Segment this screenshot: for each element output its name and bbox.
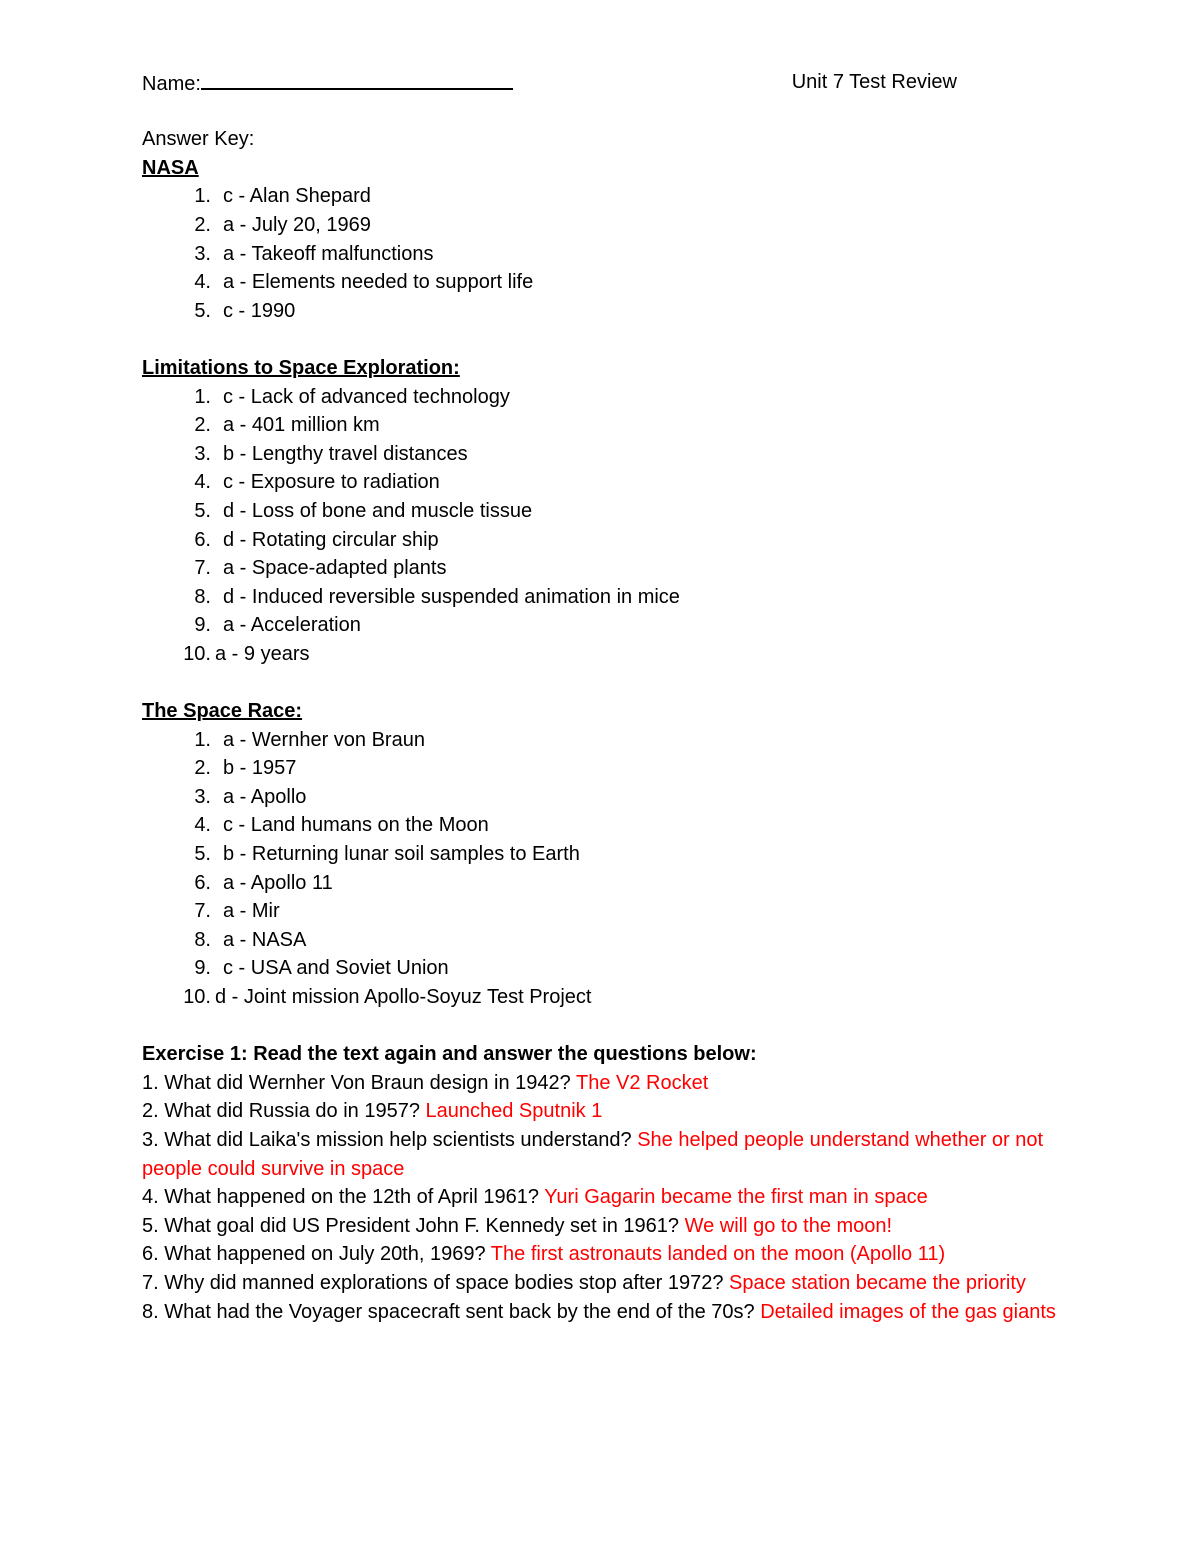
list-item: [142, 640, 1062, 669]
list-item: [142, 783, 1062, 812]
exercise-heading: Exercise 1: Read the text again and answer the questions below:: [142, 1043, 757, 1066]
answer-text: Space station became the priority: [729, 1271, 1026, 1294]
exercise-question: [142, 1269, 1062, 1298]
list-item: [142, 754, 1062, 783]
item-answer: b - Returning lunar soil samples to Earth: [223, 843, 580, 866]
item-number: 4.: [194, 271, 211, 294]
list-item: [142, 554, 1062, 583]
answer-key-label: Answer Key:: [142, 128, 255, 151]
item-number: 10.: [183, 642, 211, 665]
document-page: [142, 68, 1062, 1326]
item-answer: a - Elements needed to support life: [223, 271, 534, 294]
item-answer: a - 401 million km: [223, 414, 380, 437]
item-answer: c - 1990: [223, 299, 296, 322]
item-number: 6.: [194, 528, 211, 551]
answer-text: Yuri Gagarin became the first man in space: [544, 1186, 928, 1209]
answer-text: We will go to the moon!: [684, 1214, 893, 1237]
item-answer: b - 1957: [223, 757, 297, 780]
name-label: Name:: [142, 73, 201, 95]
spacer: [142, 668, 1062, 697]
item-answer: d - Loss of bone and muscle tissue: [223, 499, 533, 522]
list-item: [142, 268, 1062, 297]
item-number: 3.: [194, 242, 211, 265]
item-number: 9.: [194, 957, 211, 980]
limitations-heading: Limitations to Space Exploration:: [142, 356, 460, 379]
item-answer: a - Acceleration: [223, 614, 361, 637]
list-item: [142, 583, 1062, 612]
item-answer: c - Lack of advanced technology: [223, 385, 510, 408]
item-answer: a - 9 years: [215, 642, 310, 665]
answer-text: Launched Sputnik 1: [425, 1100, 603, 1123]
question-text: 7. Why did manned explorations of space bodies stop after 1972?: [142, 1271, 724, 1294]
item-number: 8.: [194, 585, 211, 608]
list-item: [142, 897, 1062, 926]
item-number: 5.: [194, 299, 211, 322]
item-number: 4.: [194, 814, 211, 837]
space-race-answer-list: [142, 726, 1062, 1012]
list-item: [142, 497, 1062, 526]
exercise-question: [142, 1240, 1062, 1269]
nasa-heading: NASA: [142, 156, 199, 179]
list-item: [142, 411, 1062, 440]
item-number: 10.: [183, 986, 211, 1008]
question-text: 4. What happened on the 12th of April 1961?: [142, 1186, 539, 1209]
question-text: 3. What did Laika's mission help scientists understand?: [142, 1128, 632, 1151]
item-number: 2.: [194, 414, 211, 437]
exercise-question: [142, 1212, 1062, 1241]
item-answer: d - Joint mission Apollo-Soyuz Test Project: [215, 986, 592, 1008]
list-item: [142, 383, 1062, 412]
item-answer: a - Mir: [223, 900, 280, 923]
item-number: 1.: [194, 185, 211, 208]
item-answer: a - July 20, 1969: [223, 213, 371, 236]
list-item: [142, 983, 1062, 1012]
list-item: [142, 811, 1062, 840]
list-item: [142, 926, 1062, 955]
list-item: [142, 869, 1062, 898]
answer-text: The first astronauts landed on the moon (Apollo 11): [490, 1243, 946, 1266]
list-item: [142, 211, 1062, 240]
item-answer: b - Lengthy travel distances: [223, 442, 468, 465]
document-title: Unit 7 Test Review: [791, 71, 957, 93]
spacer: [142, 1012, 1062, 1041]
exercise-question: [142, 1298, 1062, 1327]
item-number: 3.: [194, 785, 211, 808]
item-answer: a - Wernher von Braun: [223, 728, 425, 751]
answer-text: She helped people understand whether or not people could survive in space: [142, 1128, 1044, 1180]
list-item: [142, 240, 1062, 269]
answer-text: The V2 Rocket: [576, 1071, 709, 1094]
item-answer: c - Exposure to radiation: [223, 471, 440, 494]
nasa-answer-list: [142, 182, 1062, 325]
answer-text: Detailed images of the gas giants: [760, 1300, 1056, 1323]
item-number: 9.: [194, 614, 211, 637]
exercise-question: [142, 1183, 1062, 1212]
list-item: [142, 440, 1062, 469]
item-answer: c - Alan Shepard: [223, 185, 371, 208]
list-item: [142, 726, 1062, 755]
list-item: [142, 526, 1062, 555]
exercise-question: [142, 1069, 1062, 1098]
item-number: 5.: [194, 843, 211, 866]
item-answer: a - Takeoff malfunctions: [223, 242, 434, 265]
item-number: 6.: [194, 871, 211, 894]
item-answer: a - Apollo 11: [223, 871, 333, 894]
list-item: [142, 954, 1062, 983]
spacer: [142, 325, 1062, 354]
item-answer: d - Induced reversible suspended animation in mice: [223, 585, 680, 608]
list-item: [142, 182, 1062, 211]
item-answer: a - Space-adapted plants: [223, 557, 447, 580]
header-row: [142, 68, 957, 97]
spacer: [142, 97, 1062, 126]
question-text: 5. What goal did US President John F. Kennedy set in 1961?: [142, 1214, 680, 1237]
list-item: [142, 297, 1062, 326]
limitations-answer-list: [142, 383, 1062, 669]
item-number: 7.: [194, 557, 211, 580]
space-race-heading: The Space Race:: [142, 700, 303, 723]
list-item: [142, 611, 1062, 640]
item-number: 3.: [194, 442, 211, 465]
item-answer: c - Land humans on the Moon: [223, 814, 489, 837]
exercise-question: [142, 1097, 1062, 1126]
item-number: 4.: [194, 471, 211, 494]
item-number: 5.: [194, 499, 211, 522]
exercise-question: [142, 1126, 1062, 1183]
question-text: 1. What did Wernher Von Braun design in 1942?: [142, 1071, 571, 1094]
item-number: 2.: [194, 757, 211, 780]
question-text: 8. What had the Voyager spacecraft sent back by the end of the 70s?: [142, 1300, 755, 1323]
item-number: 7.: [194, 900, 211, 923]
list-item: [142, 468, 1062, 497]
item-answer: c - USA and Soviet Union: [223, 957, 449, 980]
question-text: 2. What did Russia do in 1957?: [142, 1100, 420, 1123]
item-answer: a - Apollo: [223, 785, 307, 808]
question-text: 6. What happened on July 20th, 1969?: [142, 1243, 486, 1266]
name-field: [142, 68, 513, 97]
list-item: [142, 840, 1062, 869]
item-number: 1.: [194, 385, 211, 408]
name-blank-line: [201, 68, 513, 90]
item-number: 8.: [194, 928, 211, 951]
item-answer: d - Rotating circular ship: [223, 528, 439, 551]
item-answer: a - NASA: [223, 928, 307, 951]
item-number: 2.: [194, 213, 211, 236]
item-number: 1.: [194, 728, 211, 751]
